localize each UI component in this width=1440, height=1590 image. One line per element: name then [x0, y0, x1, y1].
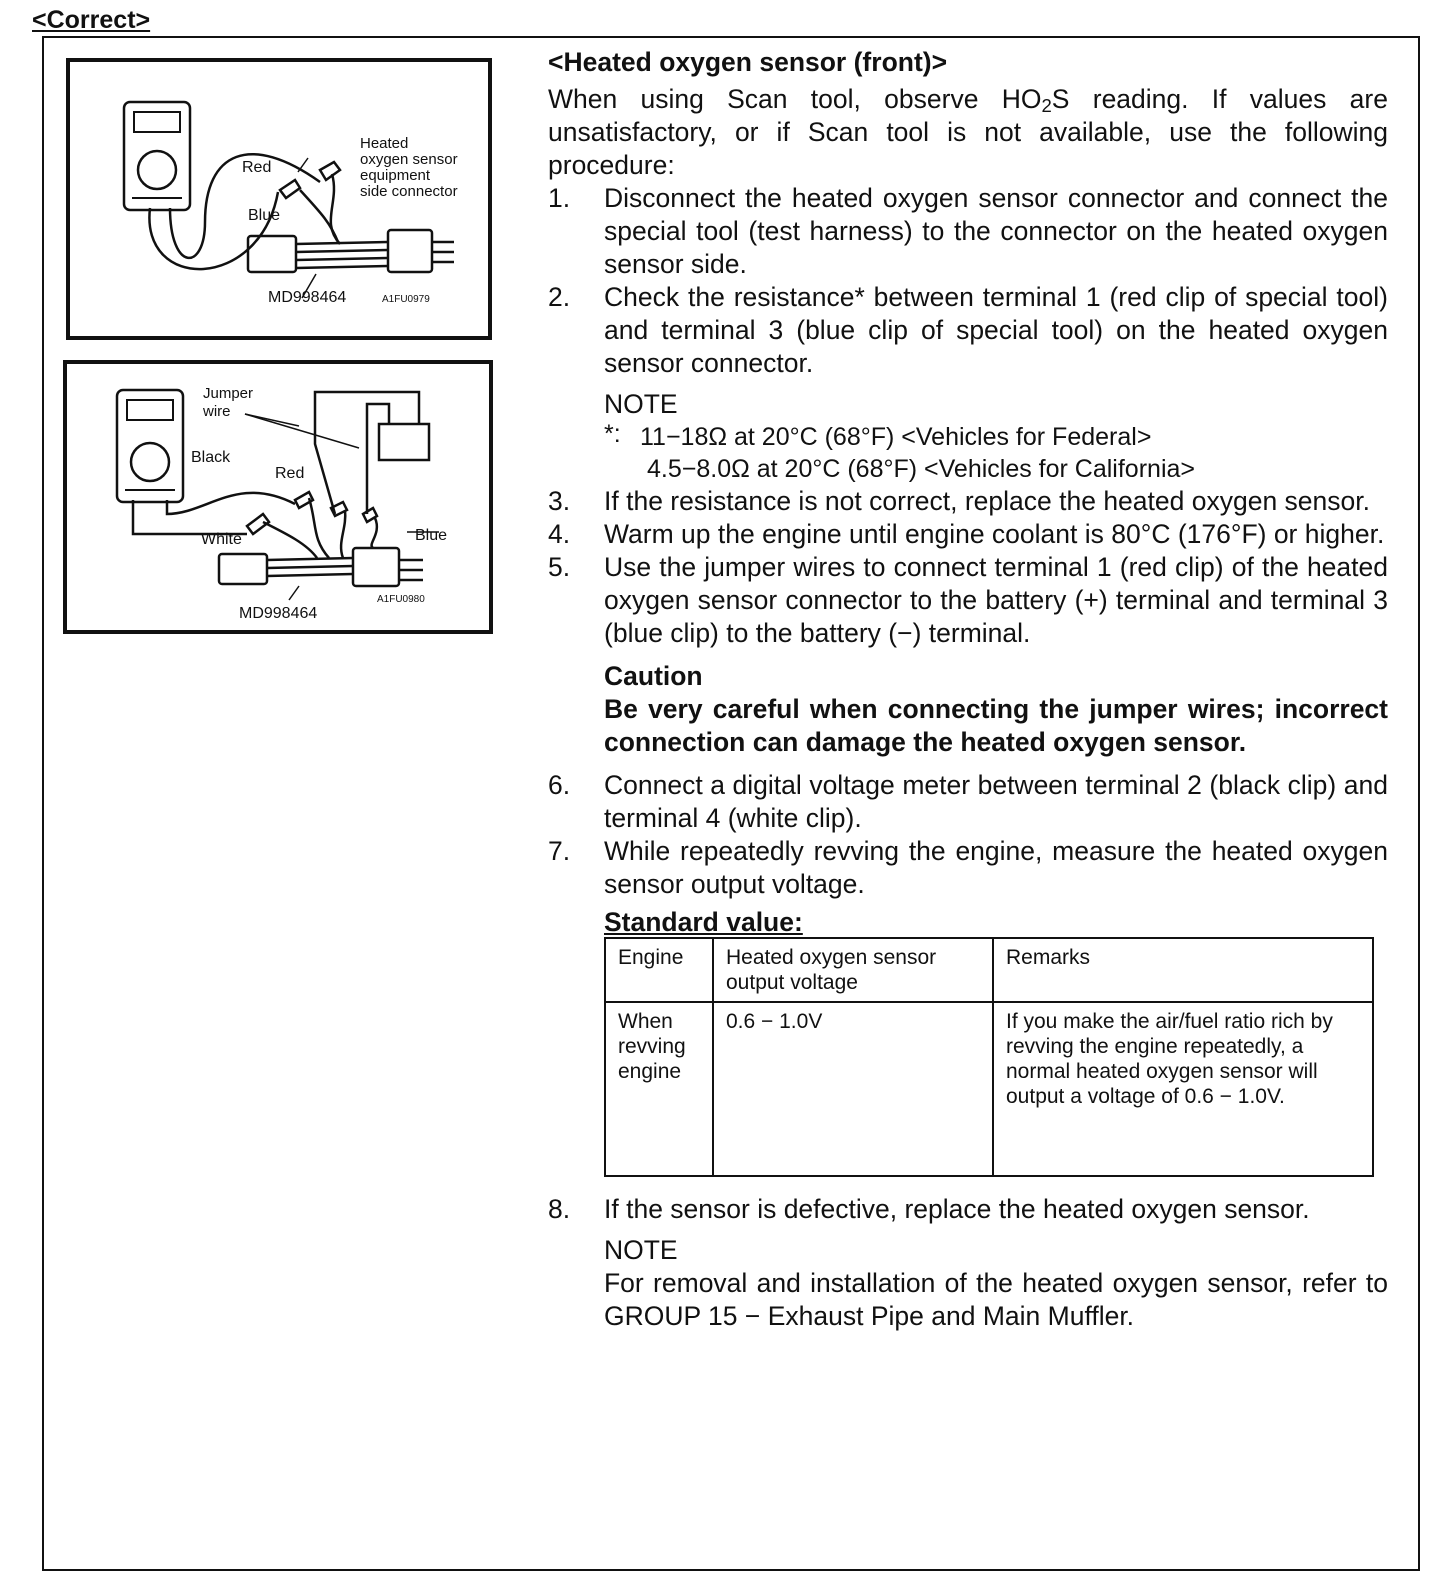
cell-remarks: If you make the air/fuel ratio rich by revving the engine repeatedly, a normal heated oxygen sensor will output a voltage of 0.6 − 1.0V. [993, 1002, 1373, 1176]
figure-ohmmeter-test [66, 58, 492, 340]
step-item: 6. Connect a digital voltage meter between terminal 2 (black clip) and terminal 4 (white clip). [548, 770, 1388, 833]
fig2-white-label: White [201, 531, 242, 548]
fig2-jumper-label-2: wire [203, 403, 231, 420]
step-item: 8. If the sensor is defective, replace the heated oxygen sensor. [548, 1194, 1310, 1224]
procedure-column [548, 46, 1388, 1333]
caution-label: Caution [604, 661, 703, 691]
steps-list-d [548, 1193, 1388, 1226]
fig1-connector-label-1: Heated [360, 135, 409, 152]
connector-left-icon [219, 554, 267, 584]
page-heading: <Correct> [32, 6, 151, 34]
caution-box [548, 660, 1388, 759]
spec-federal: 11−18Ω at 20°C (68°F) <Vehicles for Federal> [640, 423, 1152, 451]
intro-paragraph: When using Scan tool, observe $HO_2S$ reading. If values are unsatisfactory, or if Scan tool is not available, use the following procedure: [548, 84, 1388, 180]
fig2-code-label: A1FU0980 [377, 594, 425, 605]
table-header-row [605, 938, 1373, 1002]
fig2-jumper-label-1: Jumper [203, 385, 254, 402]
step-item: 5. Use the jumper wires to connect terminal 1 (red clip) of the heated oxygen sensor connector to the battery (+) terminal and terminal 3 (blue clip) to the battery (−) terminal. [548, 552, 1388, 648]
red-clip-icon [280, 180, 300, 198]
cell-engine: When revving engine [605, 1002, 713, 1176]
header-engine: Engine [605, 938, 713, 1002]
step-item: 1. Disconnect the heated oxygen sensor connector and connect the special tool (test harness) to the connector on the heated oxygen sensor side. [548, 183, 1388, 279]
fig1-tool-label: MD998464 [268, 289, 347, 306]
resistance-spec: *: 11−18Ω at 20°C (68°F) <Vehicles for Federal> 4.5−8.0Ω at 20°C (68°F) <Vehicles for California> [604, 421, 1388, 485]
note-label: NOTE [604, 1235, 678, 1265]
fig1-blue-label: Blue [248, 207, 281, 224]
note-removal [548, 1234, 1388, 1333]
fig1-red-label: Red [242, 159, 272, 176]
note-removal-text: For removal and installation of the heated oxygen sensor, refer to GROUP 15 − Exhaust Pipe and Main Muffler. [604, 1268, 1388, 1331]
caution-text: Be very careful when connecting the jumper wires; incorrect connection can damage the heated oxygen sensor. [604, 694, 1388, 757]
table-row [605, 1002, 1373, 1176]
voltmeter-diagram [67, 364, 489, 630]
cell-voltage: 0.6 − 1.0V [713, 1002, 993, 1176]
fig2-tool-label: MD998464 [239, 605, 318, 622]
note-resistance [548, 388, 1388, 485]
step-item: 2. Check the resistance* between terminal 1 (red clip of special tool) and terminal 3 (blue clip of special tool) on the heated oxygen sensor connector. [548, 282, 1388, 378]
ohmmeter-diagram [70, 62, 488, 336]
fig1-connector-label-2: oxygen sensor [360, 151, 458, 168]
fig1-connector-label-4: side connector [360, 183, 458, 200]
fig1-connector-label-3: equipment [360, 167, 431, 184]
steps-list-c [548, 769, 1388, 901]
fig2-black-label: Black [191, 449, 231, 466]
note-label: NOTE [604, 389, 678, 419]
connector-right-icon [353, 548, 399, 586]
figure-voltage-test [63, 360, 493, 634]
spec-california: 4.5−8.0Ω at 20°C (68°F) <Vehicles for California> [647, 455, 1195, 483]
connector-right-icon [388, 230, 432, 272]
step-item: 7. While repeatedly revving the engine, measure the heated oxygen sensor output voltage. [548, 836, 1388, 899]
steps-list-a [548, 182, 1388, 380]
fig2-red-label: Red [275, 465, 305, 482]
standard-value-title: Standard value: [604, 907, 803, 937]
header-voltage: Heated oxygen sensor output voltage [713, 938, 993, 1002]
step-item: 3. If the resistance is not correct, replace the heated oxygen sensor. [548, 486, 1370, 516]
blue-clip-icon [320, 162, 340, 180]
battery-icon [379, 424, 429, 460]
fig1-code-label: A1FU0979 [382, 294, 430, 305]
standard-value-table [604, 937, 1374, 1177]
header-remarks: Remarks [993, 938, 1373, 1002]
step-item: 4. Warm up the engine until engine coolant is 80°C (176°F) or higher. [548, 519, 1385, 549]
steps-list-b [548, 485, 1388, 650]
standard-value-section [548, 907, 1388, 1177]
section-title: <Heated oxygen sensor (front)> [548, 47, 948, 77]
fig2-blue-label: Blue [415, 527, 448, 544]
